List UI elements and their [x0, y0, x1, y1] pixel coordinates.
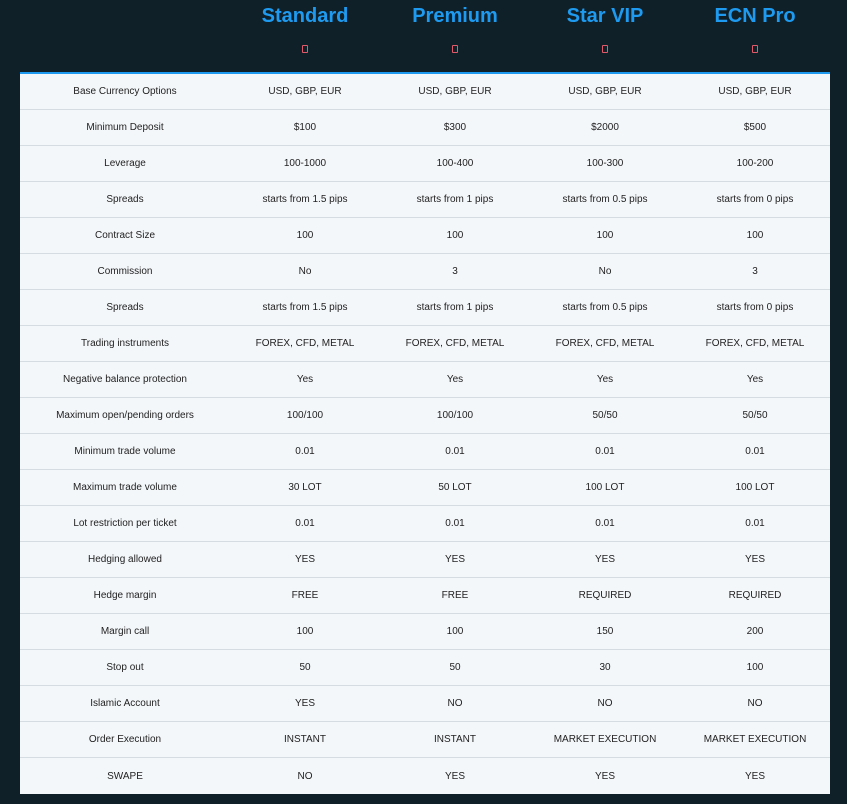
cell-value: NO: [297, 770, 313, 782]
cell-value: NO: [447, 698, 463, 709]
table-row: [20, 434, 830, 470]
cell-value: 100/100: [436, 410, 474, 421]
row-label: Spreads: [106, 302, 144, 313]
small-pink-square-icon: [302, 45, 308, 53]
cell-value: 0.01: [745, 518, 765, 529]
cell-value: YES: [294, 698, 315, 709]
small-pink-square-icon: [602, 45, 608, 53]
row-label: Negative balance protection: [63, 374, 187, 385]
table-row: [20, 110, 830, 146]
table-row: [20, 506, 830, 542]
small-pink-square-icon: [752, 45, 758, 53]
table-row: [20, 362, 830, 398]
comparison-table: [20, 72, 830, 794]
cell-value: 50/50: [742, 410, 768, 421]
table-row: [20, 74, 830, 110]
cell-value: 0.01: [445, 518, 465, 529]
cell-value: 100-200: [736, 158, 774, 169]
cell-value: NO: [597, 698, 613, 709]
cell-value: Yes: [746, 374, 764, 385]
plan-standard: [230, 0, 380, 70]
cell-value: USD, GBP, EUR: [268, 86, 342, 97]
cell-value: 100: [296, 230, 314, 241]
cell-value: 100: [746, 230, 764, 241]
cell-value: starts from 1 pips: [416, 194, 494, 205]
cell-value: YES: [744, 770, 765, 782]
cell-value: 30 LOT: [288, 482, 322, 493]
cell-value: 0.01: [745, 446, 765, 457]
cell-value: 50/50: [592, 410, 618, 421]
cell-value: 0.01: [595, 518, 615, 529]
table-row: [20, 290, 830, 326]
plan-name: Star VIP: [566, 5, 644, 27]
table-row: [20, 146, 830, 182]
cell-value: starts from 0.5 pips: [562, 302, 648, 313]
cell-value: 0.01: [295, 518, 315, 529]
cell-value: YES: [594, 770, 615, 782]
cell-value: MARKET EXECUTION: [703, 734, 807, 745]
cell-value: INSTANT: [283, 734, 327, 745]
cell-value: USD, GBP, EUR: [418, 86, 492, 97]
cell-value: 100: [296, 626, 314, 637]
cell-value: starts from 1 pips: [416, 302, 494, 313]
cell-value: 3: [752, 266, 758, 277]
row-label: Minimum Deposit: [86, 122, 164, 133]
row-label: Trading instruments: [81, 338, 169, 349]
cell-value: starts from 0 pips: [716, 302, 794, 313]
cell-value: 150: [596, 626, 614, 637]
cell-value: starts from 0 pips: [716, 194, 794, 205]
row-label: Hedging allowed: [88, 554, 162, 565]
table-row: [20, 398, 830, 434]
cell-value: 100/100: [286, 410, 324, 421]
cell-value: $100: [293, 122, 317, 133]
cell-value: 100: [446, 230, 464, 241]
table-row: [20, 650, 830, 686]
cell-value: MARKET EXECUTION: [553, 734, 657, 745]
cell-value: No: [298, 266, 312, 277]
table-row: [20, 326, 830, 362]
cell-value: 100-300: [586, 158, 624, 169]
row-label: Stop out: [106, 662, 144, 673]
table-row: [20, 470, 830, 506]
cell-value: 100-400: [436, 158, 474, 169]
cell-value: YES: [594, 554, 615, 565]
cell-value: 50 LOT: [438, 482, 472, 493]
table-row: [20, 578, 830, 614]
header-spacer: [20, 0, 230, 70]
row-label: Minimum trade volume: [74, 446, 176, 457]
cell-value: starts from 0.5 pips: [562, 194, 648, 205]
small-pink-square-icon: [452, 45, 458, 53]
plan-premium: [380, 0, 530, 70]
table-row: [20, 722, 830, 758]
cell-value: 30: [599, 662, 611, 673]
row-label: Islamic Account: [90, 698, 160, 709]
row-label: Commission: [97, 266, 153, 277]
table-row: [20, 758, 830, 794]
cell-value: FOREX, CFD, METAL: [255, 338, 355, 349]
cell-value: $300: [443, 122, 467, 133]
cell-value: FOREX, CFD, METAL: [705, 338, 805, 349]
row-label: Margin call: [100, 626, 150, 637]
row-label: Contract Size: [94, 230, 156, 241]
table-row: [20, 254, 830, 290]
cell-value: FREE: [291, 590, 319, 601]
cell-value: 0.01: [595, 446, 615, 457]
cell-value: FOREX, CFD, METAL: [555, 338, 655, 349]
table-row: [20, 182, 830, 218]
cell-value: INSTANT: [433, 734, 477, 745]
cell-value: 0.01: [295, 446, 315, 457]
cell-value: No: [598, 266, 612, 277]
cell-value: Yes: [446, 374, 464, 385]
cell-value: REQUIRED: [728, 590, 782, 601]
table-row: [20, 218, 830, 254]
plan-name: ECN Pro: [714, 5, 796, 27]
cell-value: 50: [299, 662, 311, 673]
cell-value: YES: [294, 554, 315, 565]
row-label: Order Execution: [88, 734, 162, 745]
cell-value: 100: [746, 662, 764, 673]
cell-value: NO: [747, 698, 763, 709]
cell-value: USD, GBP, EUR: [718, 86, 792, 97]
table-row: [20, 542, 830, 578]
cell-value: 100 LOT: [735, 482, 775, 493]
plan-header-row: [20, 0, 830, 70]
row-label: Lot restriction per ticket: [73, 518, 177, 529]
cell-value: FREE: [441, 590, 469, 601]
plan-star-vip: [530, 0, 680, 70]
row-label: Maximum trade volume: [73, 482, 177, 493]
cell-value: 50: [449, 662, 461, 673]
cell-value: Yes: [296, 374, 314, 385]
row-label: Leverage: [104, 158, 146, 169]
cell-value: USD, GBP, EUR: [568, 86, 642, 97]
cell-value: starts from 1.5 pips: [262, 302, 348, 313]
cell-value: 100 LOT: [585, 482, 625, 493]
table-row: [20, 686, 830, 722]
cell-value: YES: [444, 770, 465, 782]
cell-value: 100: [596, 230, 614, 241]
cell-value: YES: [444, 554, 465, 565]
cell-value: $2000: [591, 122, 619, 133]
row-label: Spreads: [106, 194, 144, 205]
row-label: Hedge margin: [93, 590, 157, 601]
cell-value: 200: [746, 626, 764, 637]
cell-value: Yes: [596, 374, 614, 385]
cell-value: 0.01: [445, 446, 465, 457]
cell-value: FOREX, CFD, METAL: [405, 338, 505, 349]
cell-value: 100: [446, 626, 464, 637]
cell-value: $500: [743, 122, 767, 133]
cell-value: 3: [452, 266, 458, 277]
plan-name: Standard: [261, 5, 349, 27]
row-label: SWAPE: [107, 770, 143, 782]
row-label: Maximum open/pending orders: [56, 410, 194, 421]
row-label: Base Currency Options: [73, 86, 177, 97]
table-row: [20, 614, 830, 650]
cell-value: starts from 1.5 pips: [262, 194, 348, 205]
cell-value: REQUIRED: [578, 590, 632, 601]
plan-ecn-pro: [680, 0, 830, 70]
cell-value: 100-1000: [283, 158, 327, 169]
cell-value: YES: [744, 554, 765, 565]
plan-name: Premium: [412, 5, 498, 27]
